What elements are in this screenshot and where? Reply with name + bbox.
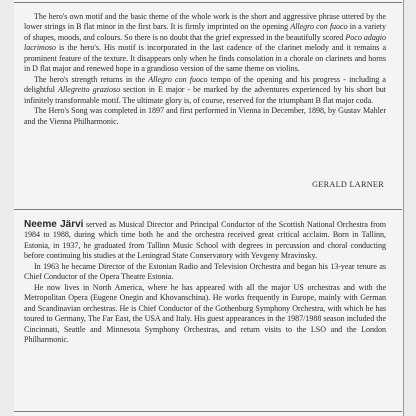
author-credit: GERALD LARNER xyxy=(312,180,384,189)
tempo-marking: Allegretto grazioso xyxy=(58,85,121,95)
essay-paragraph-3: The Hero's Song was completed in 1897 and first performed in Vienna in December, 1898, by Gustav Mahler and the Vienna Philharmonic. xyxy=(24,106,386,126)
bottom-rule xyxy=(14,411,402,412)
page-edge-rule xyxy=(403,0,404,416)
program-note xyxy=(24,12,386,127)
essay-paragraph-2: The hero's strength returns in the Allegro con fuoco tempo of the opening and his progress - including a delightful Allegretto grazioso section in E major - be marked by the adventures experienced by his short but infinitely transformable motif. The ultimate glory is, of course, reserved for the triumphant B flat major coda. xyxy=(24,74,387,105)
bio-paragraph-3: He now lives in North America, where he has appeared with all the major US orchestras and with the Metropolitan Opera (Eugene Onegin and Khovanschina). He works frequently in Europe, mainly with German and Scandinavian orchestras. He is Chief Conductor of the Gothenburg Symphony Orchestra, with which he has toured to Germany, The Far East, the USA and Italy. His guest appearances in the 1987/1988 season included the Cincinnati, Seattle and Minnesota Symphony Orchestras, and return visits to the LSO and the London Philharmonic. xyxy=(24,282,386,344)
tempo-marking: Allegro con fuoco xyxy=(290,22,348,32)
bio-paragraph-2: In 1963 he became Director of the Estonian Radio and Television Orchestra and began his 13-year tenure as Chief Conductor of the Opera Theatre Estonia. xyxy=(24,261,386,282)
conductor-biography xyxy=(24,220,386,345)
bio-paragraph-1: Neeme Järvi served as Musical Director and Principal Conductor of the Scottish National Orchestra from 1984 to 1988, during which time both he and the orchestra received great critical acclaim. Born in Tallinn, Estonia, in 1937, he graduated from Tallinn Music School with degrees in percussion and choral conducting before continuing his studies at the Leningrad State Conservatory with Yevgeny Mravinsky. xyxy=(24,219,386,261)
essay-paragraph-1: The hero's own motif and the basic theme of the whole work is the short and aggressive phrase uttered by the lower strings in B flat minor in the first bars. It is firmly imprinted on the opening Allegro con fuoco in a variety of shapes, moods, and colours. So there is no doubt that the grief expressed in the beautifully scored Poco adagio lacrimoso is the hero's. His motif is incorporated in the last cadence of the clarinet melody and it remains a prominent feature of the texture. It disappears only when he finds consolation in a chorale on clarinets and horns in D flat major and renewed hope in a grandioso version of the same theme on violins. xyxy=(24,12,387,74)
top-rule xyxy=(14,2,402,3)
tempo-marking: Poco adagio lacrimoso xyxy=(24,32,387,53)
tempo-marking: Allegro con fuoco xyxy=(148,74,208,84)
section-divider xyxy=(14,209,402,210)
conductor-name: Neeme Järvi xyxy=(24,219,84,230)
